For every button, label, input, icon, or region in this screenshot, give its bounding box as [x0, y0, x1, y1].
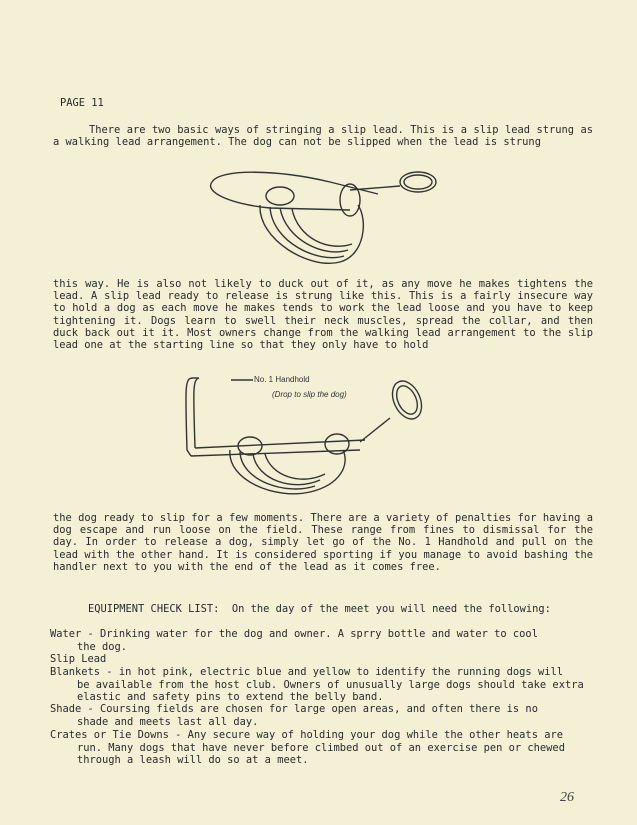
- page-label: PAGE 11: [60, 97, 104, 109]
- checklist-item-continuation: run. Many dogs that have never before climbed out of an exercise pen or chewed through a leash will do so at a meet.: [77, 741, 565, 767]
- checklist-item-water: [50, 628, 598, 653]
- callout-drop-to-slip: (Drop to slip the dog): [272, 390, 347, 399]
- callout-no1-handhold: No. 1 Handhold: [254, 375, 310, 384]
- checklist-item-shade: [50, 703, 598, 728]
- checklist-item-continuation: be available from the host club. Owners of unusually large dogs should take extra elastic and safety pins to extend the belly band.: [77, 678, 584, 704]
- checklist-item-first-line: Blankets - in hot pink, electric blue and yellow to identify the running dogs will: [50, 666, 563, 678]
- checklist-item-first-line: Slip Lead: [50, 653, 107, 665]
- checklist-item-first-line: Shade - Coursing fields are chosen for large open areas, and often there is no: [50, 703, 538, 715]
- checklist-item-blankets: [50, 666, 598, 704]
- checklist-item-continuation: the dog.: [77, 640, 128, 653]
- walking-lead-illustration: [200, 160, 450, 275]
- handwritten-page-number: 26: [560, 790, 574, 805]
- checklist-item-first-line: Crates or Tie Downs - Any secure way of holding your dog while the other heats are: [50, 729, 563, 741]
- paragraph-slip-lead: this way. He is also not likely to duck out of it, as any move he makes tightens the lead. A slip lead ready to release is strung like this. This is a fairly insecure way to hold a dog as each move he makes tends to work the lead loose and you have to keep tightening it. Dogs learn to swell their neck muscles, spread the collar, and then duck back out it it. Most owners change from the walking lead arrangement to the slip lead one at the starting line so that they only have to hold: [53, 278, 593, 352]
- checklist-heading: EQUIPMENT CHECK LIST: On the day of the meet you will need the following:: [88, 603, 551, 615]
- checklist-item-continuation: shade and meets last all day.: [77, 715, 259, 728]
- paragraph-release: the dog ready to slip for a few moments. There are a variety of penalties for having a dog escape and run loose on the field. These range from fines to dismissal for the day. In order to release a dog, simply let go of the No. 1 Handhold and pull on the lead with the other hand. It is considered sporting if you manage to avoid bashing the handler next to you with the end of the lead as it comes free.: [53, 512, 593, 573]
- checklist-item-slip-lead: [50, 653, 598, 666]
- checklist-item-crates: [50, 729, 598, 767]
- paragraph-intro: There are two basic ways of stringing a slip lead. This is a slip lead strung as a walking lead arrangement. The dog can not be slipped when the lead is strung: [53, 124, 593, 149]
- checklist-item-first-line: Water - Drinking water for the dog and owner. A sprry bottle and water to cool: [50, 628, 538, 640]
